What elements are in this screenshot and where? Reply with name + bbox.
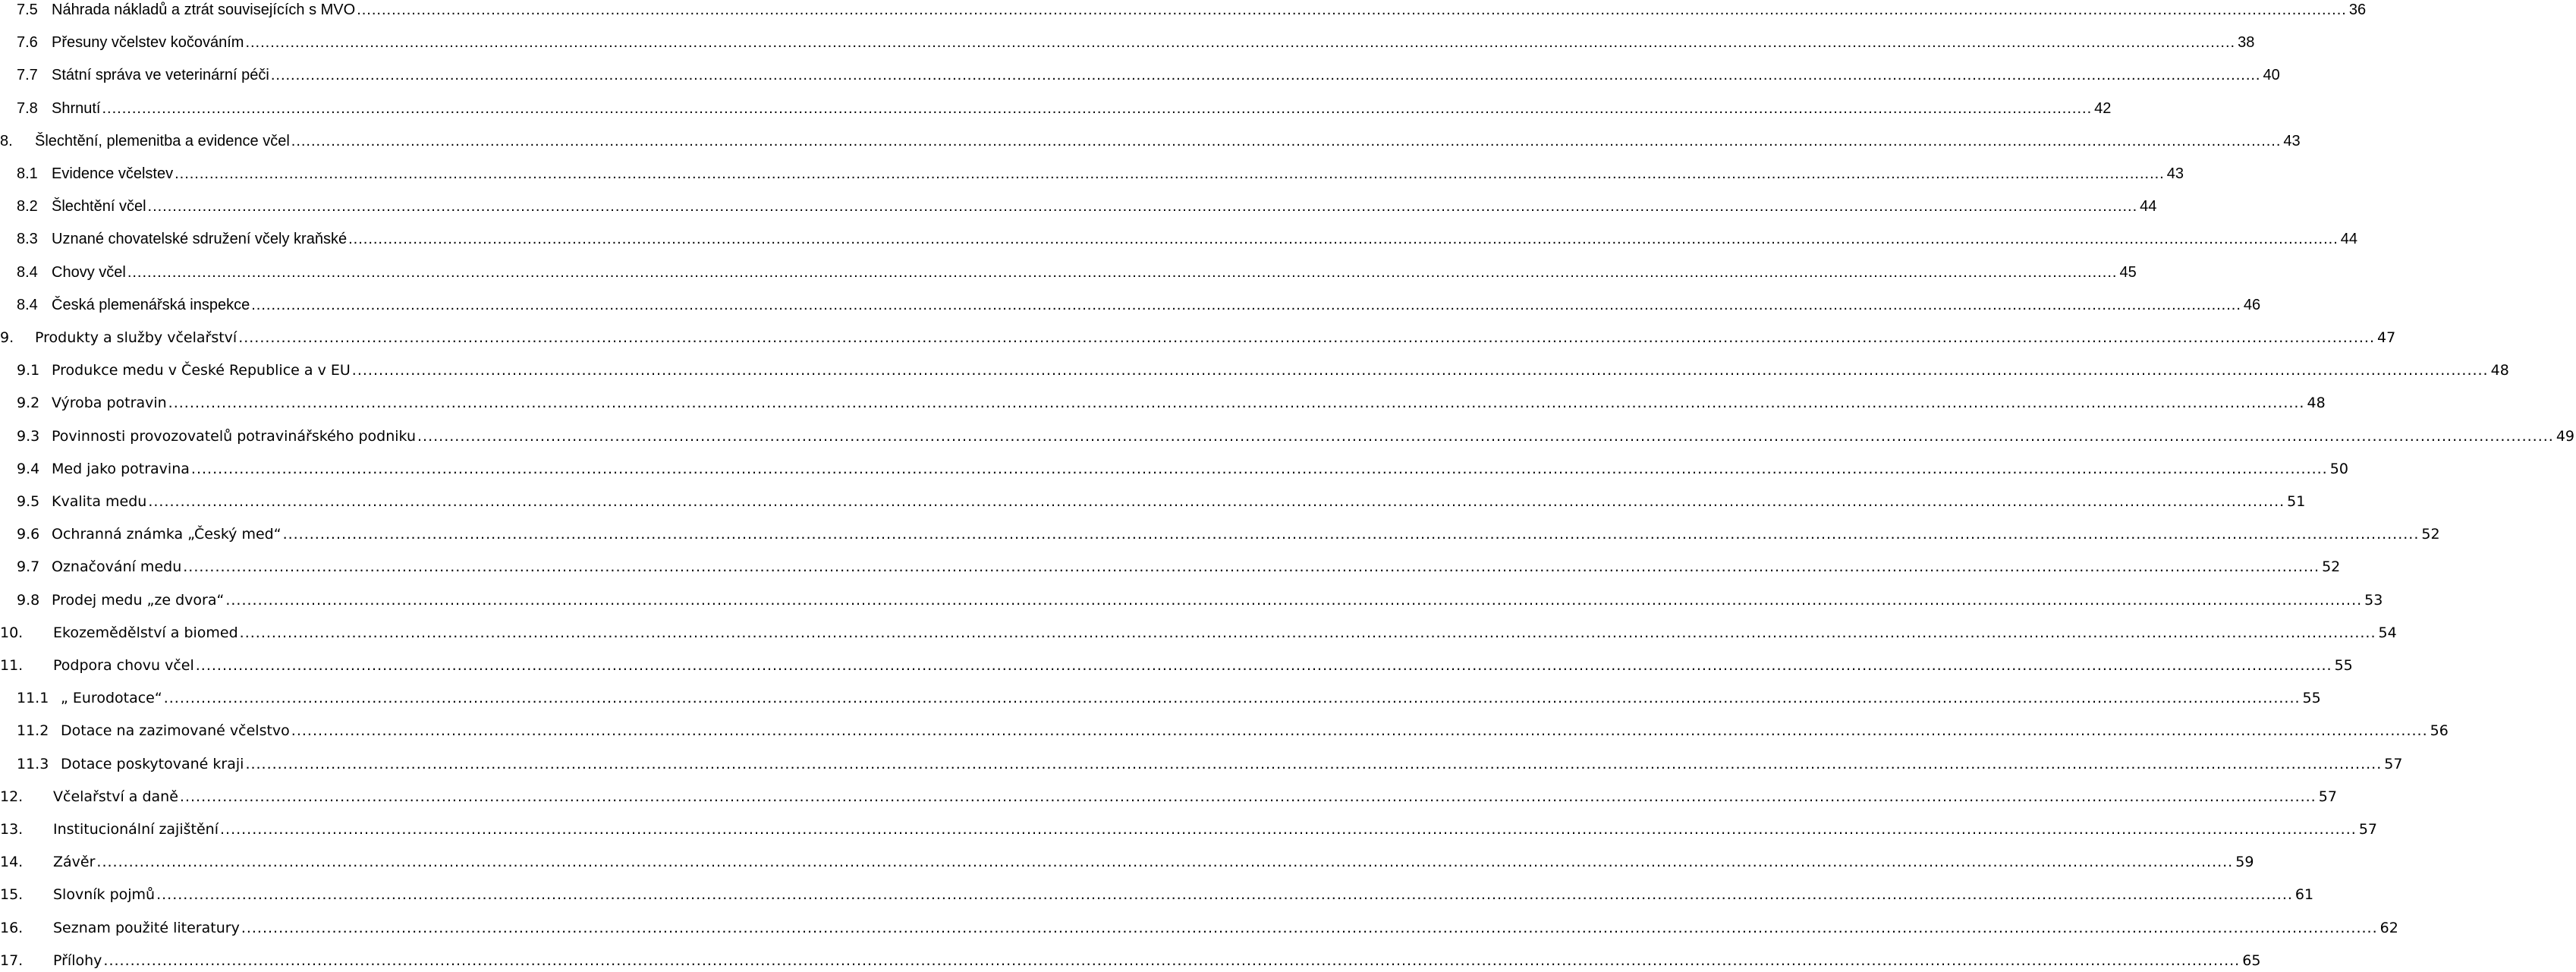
toc-entry-title: Seznam použité literatury — [53, 919, 240, 936]
toc-entry-title: Náhrada nákladů a ztrát souvisejících s MVO — [52, 2, 356, 18]
toc-entry[interactable] — [0, 490, 2306, 513]
toc-entry-page-number: 52 — [2322, 558, 2341, 576]
dot-leader: ................................................................................................................................................................................................................................................................................................................................................................................................................ — [103, 952, 2241, 969]
toc-entry[interactable] — [0, 917, 2398, 939]
toc-entry-page-number: 52 — [2421, 526, 2440, 543]
toc-entry-number: 11.2 — [17, 722, 49, 740]
toc-entry-number: 13. — [0, 821, 24, 838]
dot-leader: ................................................................................................................................................................................................................................................................................................................................................................................................................ — [351, 362, 2489, 379]
toc-entry-title: Povinnosti provozovatelů potravinářského podniku — [52, 427, 416, 445]
dot-leader: ................................................................................................................................................................................................................................................................................................................................................................................................................ — [282, 526, 2420, 543]
toc-entry-title: Šlechtění, plemenitba a evidence včel — [35, 132, 290, 149]
toc-entry[interactable] — [0, 294, 2261, 316]
toc-entry-page-number: 49 — [2556, 427, 2575, 445]
toc-entry[interactable] — [0, 523, 2440, 546]
toc-entry-number: 9. — [0, 329, 14, 346]
toc-entry-number: 9.6 — [17, 526, 40, 543]
toc-entry[interactable] — [0, 130, 2301, 153]
toc-entry-page-number: 46 — [2243, 296, 2261, 313]
toc-entry-number: 9.5 — [17, 493, 40, 510]
toc-entry-page-number: 56 — [2430, 722, 2449, 740]
dot-leader: ................................................................................................................................................................................................................................................................................................................................................................................................................ — [148, 493, 2285, 510]
toc-entry[interactable] — [0, 392, 2326, 414]
toc-entry-number: 7.7 — [17, 67, 38, 84]
toc-entry[interactable] — [0, 753, 2403, 775]
toc-entry-number: 9.4 — [17, 460, 40, 477]
toc-entry[interactable] — [0, 589, 2383, 612]
toc-entry-page-number: 59 — [2235, 854, 2254, 871]
toc-entry-title: Produkce medu v České Republice a v EU — [52, 362, 351, 379]
toc-entry-page-number: 36 — [2348, 2, 2367, 18]
toc-entry-number: 7.5 — [17, 2, 38, 18]
toc-entry-page-number: 48 — [2490, 362, 2509, 379]
dot-leader: ................................................................................................................................................................................................................................................................................................................................................................................................................ — [102, 99, 2093, 117]
toc-entry-number: 17. — [0, 952, 24, 969]
toc-entry-number: 16. — [0, 919, 24, 936]
toc-entry-page-number: 44 — [2340, 231, 2357, 248]
toc-entry-number: 9.1 — [17, 362, 40, 379]
dot-leader: ................................................................................................................................................................................................................................................................................................................................................................................................................ — [241, 919, 2378, 936]
toc-entry[interactable] — [0, 261, 2137, 284]
dot-leader: ................................................................................................................................................................................................................................................................................................................................................................................................................ — [245, 34, 2236, 52]
toc-entry-page-number: 53 — [2364, 591, 2383, 609]
dot-leader: ................................................................................................................................................................................................................................................................................................................................................................................................................ — [147, 198, 2138, 215]
toc-entry-page-number: 61 — [2294, 886, 2314, 904]
toc-entry[interactable] — [0, 785, 2337, 808]
toc-entry-page-number: 45 — [2119, 263, 2137, 281]
toc-entry-title: Chovy včel — [52, 263, 126, 281]
toc-entry[interactable] — [0, 687, 2321, 709]
toc-entry[interactable] — [0, 195, 2157, 218]
toc-entry-title: Med jako potravina — [52, 460, 190, 477]
toc-entry-title: Státní správa ve veterinární péči — [52, 67, 269, 84]
toc-entry-number: 8.2 — [17, 198, 38, 215]
dot-leader: ................................................................................................................................................................................................................................................................................................................................................................................................................ — [219, 821, 2357, 838]
toc-entry-page-number: 44 — [2140, 198, 2157, 215]
toc-entry[interactable] — [0, 719, 2449, 742]
toc-entry-title: Přílohy — [53, 952, 102, 969]
toc-entry-title: Česká plemenářská inspekce — [52, 296, 250, 313]
toc-entry[interactable] — [0, 458, 2348, 480]
toc-entry[interactable] — [0, 654, 2353, 677]
toc-entry-title: Produkty a služby včelařství — [35, 329, 237, 346]
toc-entry-title: Prodej medu „ze dvora“ — [52, 591, 225, 609]
toc-entry-number: 9.2 — [17, 395, 40, 412]
dot-leader: ................................................................................................................................................................................................................................................................................................................................................................................................................ — [239, 624, 2376, 641]
toc-entry-number: 8.4 — [17, 296, 38, 313]
toc-entry[interactable] — [0, 31, 2255, 54]
toc-entry-page-number: 57 — [2384, 755, 2403, 772]
dot-leader: ................................................................................................................................................................................................................................................................................................................................................................................................................ — [156, 886, 2293, 904]
toc-entry-page-number: 65 — [2242, 952, 2261, 969]
toc-entry-number: 8. — [0, 132, 13, 149]
toc-entry-title: Závěr — [53, 854, 96, 871]
toc-entry[interactable] — [0, 425, 2575, 448]
toc-entry[interactable] — [0, 621, 2397, 644]
toc-entry[interactable] — [0, 228, 2357, 250]
toc-entry[interactable] — [0, 359, 2509, 382]
dot-leader: ................................................................................................................................................................................................................................................................................................................................................................................................................ — [96, 854, 2234, 871]
dot-leader: ................................................................................................................................................................................................................................................................................................................................................................................................................ — [251, 296, 2241, 313]
dot-leader: ................................................................................................................................................................................................................................................................................................................................................................................................................ — [357, 2, 2347, 18]
toc-entry-number: 15. — [0, 886, 24, 904]
dot-leader: ................................................................................................................................................................................................................................................................................................................................................................................................................ — [168, 395, 2305, 412]
toc-entry-number: 12. — [0, 788, 24, 805]
dot-leader: ................................................................................................................................................................................................................................................................................................................................................................................................................ — [348, 231, 2339, 248]
toc-entry-number: 11.1 — [17, 690, 49, 707]
toc-entry-page-number: 38 — [2238, 34, 2255, 52]
dot-leader: ................................................................................................................................................................................................................................................................................................................................................................................................................ — [179, 788, 2317, 805]
toc-entry-title: Shrnutí — [52, 99, 101, 117]
toc-entry-number: 11.3 — [17, 755, 49, 772]
toc-entry-number: 11. — [0, 657, 24, 674]
toc-entry-title: Institucionální zajištění — [53, 821, 219, 838]
toc-entry[interactable] — [0, 326, 2396, 349]
toc-entry-number: 7.8 — [17, 99, 38, 117]
dot-leader: ................................................................................................................................................................................................................................................................................................................................................................................................................ — [183, 558, 2320, 576]
toc-entry-title: „ Eurodotace“ — [61, 690, 162, 707]
dot-leader: ................................................................................................................................................................................................................................................................................................................................................................................................................ — [238, 329, 2376, 346]
toc-entry-title: Slovník pojmů — [53, 886, 156, 904]
toc-entry-number: 7.6 — [17, 34, 38, 52]
toc-entry-page-number: 47 — [2377, 329, 2396, 346]
toc-entry-number: 8.3 — [17, 231, 38, 248]
toc-entry-title: Ochranná známka „Český med“ — [52, 526, 282, 543]
dot-leader: ................................................................................................................................................................................................................................................................................................................................................................................................................ — [163, 690, 2301, 707]
toc-entry[interactable] — [0, 0, 2367, 21]
toc-entry-page-number: 57 — [2358, 821, 2377, 838]
toc-entry[interactable] — [0, 555, 2341, 578]
toc-entry-page-number: 55 — [2334, 657, 2353, 674]
toc-entry-title: Označování medu — [52, 558, 182, 576]
toc-entry-page-number: 40 — [2263, 67, 2280, 84]
dot-leader: ................................................................................................................................................................................................................................................................................................................................................................................................................ — [245, 755, 2383, 772]
toc-entry-title: Dotace na zazimované včelstvo — [61, 722, 290, 740]
toc-entry-title: Přesuny včelstev kočováním — [52, 34, 244, 52]
toc-entry-title: Uznané chovatelské sdružení včely kraňské — [52, 231, 348, 248]
toc-entry[interactable] — [0, 818, 2377, 841]
dot-leader: ................................................................................................................................................................................................................................................................................................................................................................................................................ — [190, 460, 2328, 477]
toc-entry[interactable] — [0, 949, 2261, 972]
toc-entry-number: 8.1 — [17, 165, 38, 182]
toc-entry-title: Šlechtění včel — [52, 198, 146, 215]
toc-entry[interactable] — [0, 851, 2254, 873]
toc-entry[interactable] — [0, 97, 2112, 120]
toc-entry[interactable] — [0, 162, 2184, 185]
toc-entry-number: 8.4 — [17, 263, 38, 281]
toc-entry-number: 9.7 — [17, 558, 40, 576]
dot-leader: ................................................................................................................................................................................................................................................................................................................................................................................................................ — [291, 132, 2282, 149]
toc-entry-page-number: 62 — [2379, 919, 2398, 936]
toc-entry-page-number: 42 — [2094, 99, 2112, 117]
toc-entry-page-number: 55 — [2302, 690, 2321, 707]
toc-entry-number: 9.8 — [17, 591, 40, 609]
toc-entry-title: Ekozemědělství a biomed — [53, 624, 238, 641]
toc-entry[interactable] — [0, 883, 2314, 906]
dot-leader: ................................................................................................................................................................................................................................................................................................................................................................................................................ — [417, 427, 2554, 445]
toc-entry-number: 14. — [0, 854, 24, 871]
toc-entry-title: Dotace poskytované kraji — [61, 755, 244, 772]
toc-entry-page-number: 57 — [2318, 788, 2337, 805]
toc-entry-page-number: 43 — [2166, 165, 2184, 182]
dot-leader: ................................................................................................................................................................................................................................................................................................................................................................................................................ — [225, 591, 2363, 609]
dot-leader: ................................................................................................................................................................................................................................................................................................................................................................................................................ — [291, 722, 2428, 740]
toc-entry-title: Kvalita medu — [52, 493, 147, 510]
toc-entry-page-number: 50 — [2329, 460, 2348, 477]
toc-entry[interactable] — [0, 64, 2280, 87]
toc-entry-number: 9.3 — [17, 427, 40, 445]
toc-entry-title: Podpora chovu včel — [53, 657, 194, 674]
dot-leader: ................................................................................................................................................................................................................................................................................................................................................................................................................ — [270, 67, 2261, 84]
toc-entry-page-number: 54 — [2378, 624, 2397, 641]
toc-entry-page-number: 51 — [2287, 493, 2306, 510]
toc-entry-page-number: 48 — [2307, 395, 2326, 412]
dot-leader: ................................................................................................................................................................................................................................................................................................................................................................................................................ — [195, 657, 2332, 674]
toc-entry-number: 10. — [0, 624, 24, 641]
dot-leader: ................................................................................................................................................................................................................................................................................................................................................................................................................ — [175, 165, 2165, 182]
toc-entry-page-number: 43 — [2283, 132, 2301, 149]
dot-leader: ................................................................................................................................................................................................................................................................................................................................................................................................................ — [127, 263, 2118, 281]
toc-entry-title: Výroba potravin — [52, 395, 167, 412]
toc-entry-title: Evidence včelstev — [52, 165, 174, 182]
toc-entry-title: Včelařství a daně — [53, 788, 178, 805]
